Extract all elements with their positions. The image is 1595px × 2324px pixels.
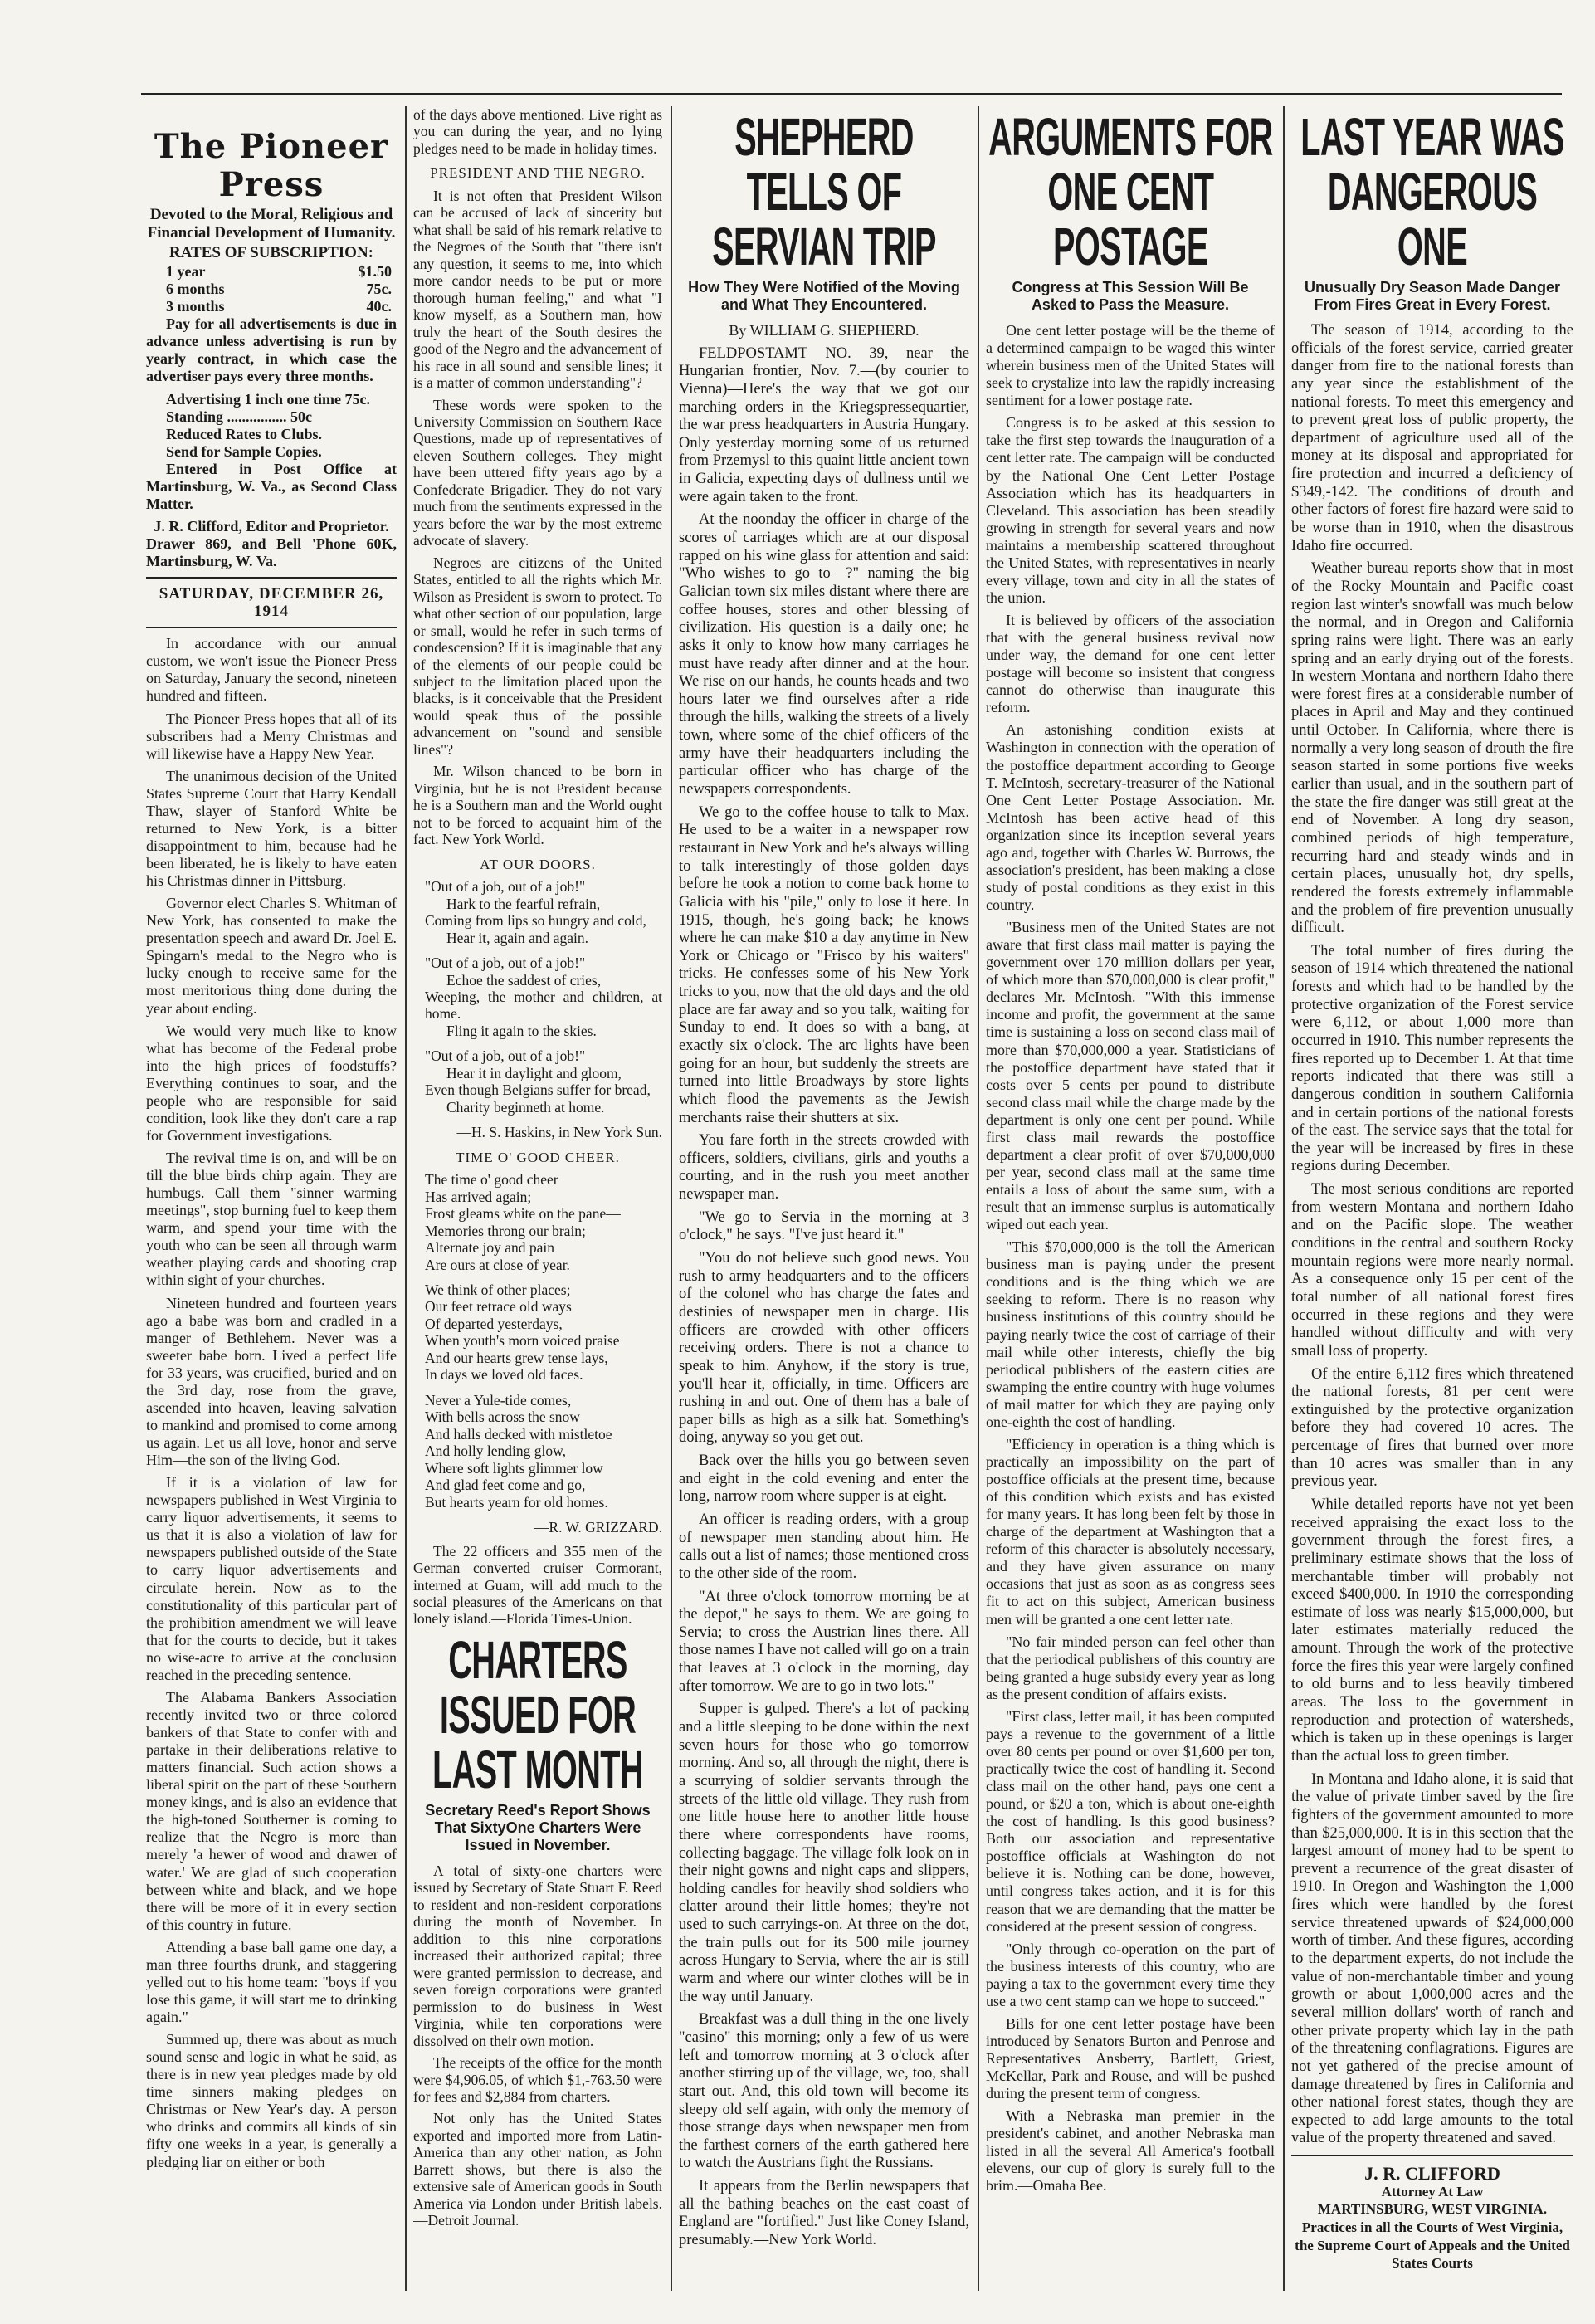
- column-servian-trip: [679, 106, 969, 2299]
- poem-line: Are ours at close of year.: [425, 1256, 570, 1273]
- poem-line: Where soft lights glimmer low: [425, 1459, 603, 1477]
- poem-line: And holly lending glow,: [425, 1443, 566, 1460]
- column-postage: [986, 106, 1275, 2299]
- editorial-paragraph: If it is a violation of law for newspapers published in West Virginia to carry liquor advertisements, it seems to us that it is also a violation of law for newspapers published outside of the State to carry liquor advertisements and circulate herein. Now as to the constitutionality of this particular part of the prohibition amendment we will leave that for the courts to decide, but it takes no wise-acre to arrive at the conclusion reached in the preceding sentence.: [146, 1474, 397, 1683]
- column-divider: [978, 106, 979, 2291]
- rate-term: 6 months: [166, 281, 225, 298]
- article-paragraph: One cent letter postage will be the theme of a determined campaign to be waged this winter wherein business men of the United States will seek to crystalize into law the rapidly increasing sentiment for a lower postage rate.: [986, 322, 1275, 409]
- shepherd-article: [679, 345, 969, 2250]
- article-paragraph: Mr. Wilson chanced to be born in Virginia, but he is not President because he is a Southern man and the World ought not to be forced to acquaint him of the fact. New York World.: [413, 763, 662, 848]
- poem-line: Hear it in daylight and gloom,: [446, 1064, 622, 1081]
- poem-line: Hark to the fearful refrain,: [446, 895, 601, 912]
- column-masthead: [146, 106, 397, 2299]
- poem-line: Hear it, again and again.: [446, 929, 589, 946]
- doors-heading: AT OUR DOORS.: [480, 856, 596, 872]
- poem-line: Even though Belgians suffer for bread,: [425, 1081, 651, 1099]
- shepherd-deck: How They Were Notified of the Moving and What They Encountered.: [688, 279, 960, 313]
- poem-line: Echoe the saddest of cries,: [446, 971, 602, 989]
- entered-note: Entered in Post Office at Martinsburg, W. Va., as Second Class Matter.: [146, 460, 397, 512]
- issue-date: SATURDAY, DECEMBER 26, 1914: [159, 585, 384, 621]
- article-paragraph: "First class, letter mail, it has been computed pays a revenue to the government of a little over 80 cents per pound or over $1,600 per ton, practically twice the cost of handling it. Second class mail on the other hand, pays one cent a pound, or $20 a ton, which is about one-eighth the cost of handling. Is this good business? Both our association and representative postoffice officials at Washington do not believe it is. Nothing can be done, however, until congress takes action, and it is for this reason that we are demanding that the matter be considered at the present session of congress.: [986, 1707, 1275, 1935]
- forest-deck: Unusually Dry Season Made Danger From Fires Great in Every Forest.: [1304, 279, 1561, 313]
- article-paragraph: The most serious conditions are reported from western Montana and northern Idaho and on the Pacific slope. The weather conditions in the central and southern Rocky mountain regions were more nearly normal. As a consequence only 15 per cent of the total number of all national forest fires occurred in these regions and they were handled without difficulty and with very small loss of property.: [1291, 1181, 1573, 1360]
- masthead-rule: [146, 577, 397, 579]
- article-paragraph: The receipts of the office for the month were $4,906.05, of which $1,-763.50 were for fees and $2,884 from charters.: [413, 2054, 662, 2105]
- negro-article: [413, 188, 662, 848]
- charters-headline: CHARTERS ISSUED FOR LAST MONTH: [432, 1629, 643, 1799]
- poem-line: Fling it again to the skies.: [446, 1022, 597, 1039]
- article-paragraph: "No fair minded person can feel other than that the periodical publishers of this country are being granted a huge subsidy every year as long as the present condition of affairs exists.: [986, 1633, 1275, 1702]
- rates-heading: RATES OF SUBSCRIPTION:: [169, 244, 373, 261]
- editorial-paragraph: Governor elect Charles S. Whitman of New York, has consented to make the presentation speech and award Dr. Joel E. Spingarn's medal to the Negro who is lucky enough to receive same for the most meritorious thing done during the year about ending.: [146, 895, 397, 1017]
- shepherd-byline: By WILLIAM G. SHEPHERD.: [729, 322, 919, 339]
- drawer-line: Drawer 869, and Bell 'Phone 60K, Martinsburg, W. Va.: [146, 535, 397, 570]
- rate-price: $1.50: [358, 263, 392, 281]
- column-forest-fires: [1291, 106, 1573, 2299]
- poem-line: "Out of a job, out of a job!": [425, 954, 586, 972]
- postage-article: [986, 322, 1275, 2195]
- cheer-heading: TIME O' GOOD CHEER.: [456, 1149, 620, 1165]
- poem-line: "Out of a job, out of a job!": [425, 1047, 586, 1065]
- poem-line: When youth's morn voiced praise: [425, 1332, 620, 1350]
- charters-article: [413, 1863, 662, 2229]
- poem-stanza: [413, 1047, 662, 1116]
- guam-item: The 22 officers and 355 men of the German converted cruiser Cormorant, interned at Guam, will add much to the social pleasures of the Americans on that lonely island.—Florida Times-Union.: [413, 1542, 662, 1628]
- poem-line: With bells across the snow: [425, 1409, 580, 1426]
- editorial-paragraph: The Alabama Bankers Association recently invited two or three colored bankers of that State to confer with and partake in their deliberations relative to matters financial. Such action shows a liberal spirit on the part of these Southern money kings, and is also an evidence that the high-toned Southerner is coming to realize that the Negro is more than merely 'a hewer of wood and drawer of water.' We are glad of such cooperation between white and black, and we hope there will be more of it in every section of this country in future.: [146, 1688, 397, 1933]
- article-paragraph: Of the entire 6,112 fires which threatened the national forests, 81 per cent were extinguished by the protective organization before they had covered 10 acres. The percentage of fires that burned over more than 10 acres was smaller than in any previous year.: [1291, 1365, 1573, 1491]
- article-paragraph: "You do not believe such good news. You rush to army headquarters and to the officers of the colonel who has charge the fates and destinies of newspaper men in charge. His officers are crowded with other officers receiving orders. There is not a chance to speak to him. Anyhow, if the story is true, you'll hear it, officially, in time. Officers are rushing in and out. One of them has a bale of paper bills as high as a silk hat. Something's doing, anyway so you get out.: [679, 1250, 969, 1447]
- continued-text: of the days above mentioned. Live right as you can during the year, and no lying pledges need to be made in holiday times.: [413, 106, 662, 157]
- article-paragraph: Weather bureau reports show that in most of the Rocky Mountain and Pacific coast region last winter's snowfall was much below the normal, and in Oregon and California spring rains were light. There was an early spring and an early drying out of the forests. In western Montana and northern Idaho there were forest fires at a considerable number of places in April and May and they continued until October. In California, where there is normally a very long season of drouth the fire season started in some portions five weeks earlier than usual, and in the southern part of the state the fire danger was still great at the end of November. A long dry season, combined periods of high temperature, recurring hard and steady winds and in certain places, unusually hot, dry spells, rendered the forests extremely inflammable and the problem of fire prevention unusually difficult.: [1291, 560, 1573, 937]
- poem-stanza: [413, 1392, 662, 1511]
- rate-row: [146, 263, 397, 281]
- poem-line: But hearts yearn for old homes.: [425, 1493, 608, 1511]
- editorial-paragraph: The unanimous decision of the United States Supreme Court that Harry Kendall Thaw, slayer of Stanford White be returned to New York, is a bitter disappointment to him, because had he been liberated, he is likely to have eaten his Christmas dinner in Pittsburg.: [146, 767, 397, 890]
- rate-term: 3 months: [166, 298, 225, 315]
- poem-line: Charity beginneth at home.: [446, 1098, 605, 1116]
- postage-headline: ARGUMENTS FOR ONE CENT POSTAGE: [988, 107, 1273, 276]
- article-paragraph: FELDPOSTAMT NO. 39, near the Hungarian frontier, Nov. 7.—(by courier to Vienna)—Here's the way that we got our marching orders in the Kriegspressequartier, the war press headquarters in Austria Hungary. Only yesterday morning some of us returned from Przemysl to this quaint little ancient town in Galicia, expecting days of dullness until we were again taken to the front.: [679, 344, 969, 505]
- column-divider: [1283, 106, 1285, 2291]
- editorial-paragraph: Summed up, there was about as much sound sense and logic in what he said, as there is in new year pledges made by old time sinners making pledges on Christmas or New Year's day. A person who drinks and commits all kinds of sin fifty one weeks in a year, is generally a pledging liar on either or both: [146, 2031, 397, 2170]
- doors-signature: —H. S. Haskins, in New York Sun.: [456, 1124, 662, 1141]
- attorney-card: [1291, 2165, 1573, 2273]
- column-divider: [405, 106, 407, 2291]
- article-paragraph: "At three o'clock tomorrow morning be at the depot," he says to them. We are going to Servia; to cross the Austrian lines there. All those names I have not called will go on a train that leaves at 3 o'clock in the morning, day after tomorrow. We are to go in two lots.": [679, 1588, 969, 1695]
- negro-heading: PRESIDENT AND THE NEGRO.: [430, 165, 646, 182]
- poem-line: Alternate joy and pain: [425, 1239, 554, 1257]
- article-paragraph: The season of 1914, according to the officials of the forest service, carried greater danger from fire to the national forests than any year since the establishment of the national forests. To meet this emergency and to prevent great loss of public property, the department of agriculture used all of the money at its disposal and appropriated for fire protection and incurred a deficiency of $349,-142. The conditions of drouth and other factors of forest fire hazard were said to be worse than in 1910, when the disastrous Idaho fire occurred.: [1291, 322, 1573, 554]
- article-paragraph: We go to the coffee house to talk to Max. He used to be a waiter in a newspaper row restaurant in New York and he's always willing to talk interestingly of those golden days before he took a notion to come back home to Galicia with his "pile," only to lose it here. In 1915, though, he's going back; he knows where he can make $10 a day anytime in New York or Chicago or "Frisco by his waiters" tricks. He confesses some of his New York tricks to you, now that the old days and the old place are far away and so you talk, waiting for Sunday to end. It does so with a bang, at exactly six o'clock. The arc lights have been going for an hour, but suddenly the streets are turned into little Broadways by store lights which flood the pavements as the Jewish merchants raise their shutters at six.: [679, 803, 969, 1126]
- poem-line: In days we loved old faces.: [425, 1366, 583, 1384]
- poem-line: Our feet retrace old ways: [425, 1298, 572, 1316]
- charters-deck: Secretary Reed's Report Shows That SixtyOne Charters Were Issued in November.: [425, 1801, 651, 1853]
- rate-price: 40c.: [366, 298, 392, 315]
- poem-line: We think of other places;: [425, 1282, 571, 1298]
- date-rule: [146, 627, 397, 628]
- poem-line: And glad feet come and go,: [425, 1477, 586, 1494]
- article-paragraph: It appears from the Berlin newspapers that all the bathing beaches on the east coast of England are "fortified." Just like Coney Island, presumably.—New York World.: [679, 2178, 969, 2248]
- cheer-signature: —R. W. GRIZZARD.: [534, 1519, 662, 1536]
- article-paragraph: These words were spoken to the University Commission on Southern Race Questions, made up of representatives of eleven Southern colleges. They might have been uttered fifty years ago by a Confederate Brigadier. They do not vary much from the sentiments expressed in the years before the war by the most extreme advocate of slavery.: [413, 396, 662, 549]
- cheer-poem: [413, 1171, 662, 1511]
- article-paragraph: In Montana and Idaho alone, it is said that the value of private timber saved by the fire fighters of the government amounted to more than $25,000,000. It is in this section that the largest amount of money had to be spent to prevent a recurrence of the great disaster of 1910. In Oregon and Washington the 1,000 fires which were handled by the forest service threatened upwards of $24,000,000 worth of timber. And these figures, according to the department experts, do not include the value of non-merchantable timber and young growth or about 1,000,000 acres and the several million dollars' worth of ranch and other private property which lay in the path of the threatening conflagrations. Figures are not yet gathered of the precise amount of damage threatened by fires in California and other national forest states, though they are expected to add large amounts to the total value of the property threatened and saved.: [1291, 1770, 1573, 2147]
- poem-line: Of departed yesterdays,: [425, 1315, 563, 1332]
- article-paragraph: An astonishing condition exists at Washington in connection with the operation of the postoffice department according to George T. McIntosh, secretary-treasurer of the National One Cent Letter Postage Association. Mr. McIntosh has been active head of this organization since its inception several years ago and, together with Charles W. Burrows, the association's president, has been making a close study of postal conditions as they exist in this country.: [986, 721, 1275, 913]
- article-paragraph: An officer is reading orders, with a group of newspaper men standing about him. He calls out a list of names; those mentioned cross to the other side of the room.: [679, 1511, 969, 1582]
- article-paragraph: "This $70,000,000 is the toll the American business man is paying under the present conditions and is the thing which we are seeking to reform. There is no reason why business institutions of this country should be paying nearly twice the cost of carriage of their mail while other interests, chiefly the big periodical publishers of the eastern cities are swamping the entire country with huge volumes of mail matter for which they are paying only one-eighth the cost of handling.: [986, 1238, 1275, 1430]
- editorial-paragraph: We would very much like to know what has become of the Federal probe into the high prices of foodstuffs? Everything continues to soar, and the people who are responsible for said condition, look like they don't care a rap for Government investigations.: [146, 1022, 397, 1144]
- article-paragraph: Supper is gulped. There's a lot of packing and a little sleeping to be done within the next seven hours for those who go tomorrow morning. And so, all through the night, there is a scurrying of soldier servants through the streets of the little old village. They rush from one little house here to another little house there where correspondents have rooms, collecting baggage. The village folk look on in their night gowns and night caps and slippers, holding candles for heavily shod soldiers who clatter around their little homes; they're not used to such carryings-on. At three on the dot, the train pulls out for its 500 mile journey across Hungary to Servia, where the air is still warm and where our winter clothes will be in the way until January.: [679, 1701, 969, 2005]
- rates-list: [146, 263, 397, 315]
- poem-stanza: [413, 1282, 662, 1384]
- column-editorials: [413, 106, 662, 2299]
- article-paragraph: Congress is to be asked at this session to take the first step towards the inauguration of a cent letter rate. The campaign will be conducted by the National One Cent Letter Postage Association which has its headquarters in Cleveland. This association has been steadily growing in strength for several years and now maintains a membership scattered throughout the United States, with representatives in nearly every village, town and city in all the states of the union.: [986, 414, 1275, 606]
- card-rule: [1291, 2155, 1573, 2156]
- forest-article: [1291, 322, 1573, 2148]
- poem-line: And our hearts grew tense lays,: [425, 1349, 608, 1366]
- editorial-paragraph: The Pioneer Press hopes that all of its subscribers had a Merry Christmas and will likewise have a Happy New Year.: [146, 710, 397, 762]
- editor-line: J. R. Clifford, Editor and Proprietor.: [154, 517, 389, 535]
- article-paragraph: "Only through co-operation on the part of the business interests of this country, who are paying a tax to the government every time they use a two cent stamp can we hope to succeed.": [986, 1940, 1275, 2009]
- article-paragraph: At the noonday the officer in charge of the scores of carriages which are at our disposal rapped on his wine glass for attention and said: "Who wishes to go to—?" naming the big Galician town six miles distant where there are coffee houses, stores and other blessing of civilization. His question is a daily one; he asks it only to know how many carriages he must have ready after dinner and at the hour. We rise on our hands, he counts heads and two hours later we find ourselves after a ride through the hills, walking the streets of a lively town, where some of the chief officers of the army have their headquarters including the particular officer who has charge of the newspapers correspondents.: [679, 511, 969, 798]
- rate-row: [146, 281, 397, 298]
- poem-line: Weeping, the mother and children, at home.: [425, 988, 662, 1023]
- advertising-rate: Advertising 1 inch one time 75c.: [166, 390, 370, 408]
- standing-rate: Standing ................ 50c: [166, 408, 313, 425]
- article-paragraph: While detailed reports have not yet been received appraising the exact loss to the government through the forest fires, a preliminary estimate shows that the loss of merchantable timber will probably not exceed $400,000. In 1910 the corresponding estimate of loss was nearly $15,000,000, but later estimates materially reduced the amount. Through the work of the protective force the fires this year were largely confined to old burns and to less heavily timbered areas. The loss to the government in reproduction and protection of watersheds, which is taken up in these openings is larger than the actual loss to green timber.: [1291, 1496, 1573, 1765]
- rate-row: [146, 298, 397, 315]
- masthead-title: The Pioneer Press: [154, 127, 389, 204]
- editorial-paragraph: Nineteen hundred and fourteen years ago a babe was born and cradled in a manger of Bethlehem. Never was a sweeter babe born. Lived a perfect life for 33 years, was crucified, buried and on the 3rd day, rose from the grave, ascended into heaven, leaving salvation to mankind and promised to come among us again. Let us all love, honor and serve Him—the son of the living God.: [146, 1294, 397, 1469]
- poem-stanza: [413, 1171, 662, 1273]
- attorney-title: Attorney At Law: [1381, 2183, 1484, 2200]
- forest-headline: LAST YEAR WAS DANGEROUS ONE: [1300, 107, 1564, 276]
- article-paragraph: It is not often that President Wilson can be accused of lack of sincerity but what shall be said of his remark relative to the Negroes of the South that "there isn't any question, it seems to me, into which more candor needs to be put or more thorough human feeling," and what "I know myself, as a Southern man, how truly the heart of the South desires the good of the Negro and the advancement of his race in all sound and sensible lines; it is a matter of common understanding"?: [413, 187, 662, 392]
- editorial-items: [146, 635, 397, 2170]
- rate-price: 75c.: [366, 281, 392, 298]
- poem-line: Has arrived again;: [425, 1188, 532, 1205]
- article-paragraph: "Business men of the United States are not aware that first class mail matter is paying the government over 170 million dollars per year, of which more than $70,000,000 is clear profit," declares Mr. McIntosh. "With this immense income and profit, the government at the same time is sustaining a loss on second class mail of more than $70,000,000 a year. Statisticians of the postoffice department have stated that it costs over 5 cents per pound to distribute second class mail while the charge made by the department is only one cent per pound. While first class mail rewards the postoffice department a clear profit of over $70,000,000 per year, second class mail at the same time entails a loss of about the same sum, with a result that an immense surplus is automatically wiped out each year.: [986, 919, 1275, 1233]
- poem-line: And halls decked with mistletoe: [425, 1425, 612, 1443]
- top-rule: [141, 93, 1562, 95]
- article-paragraph: Breakfast was a dull thing in the one lively "casino" this morning; only a few of us were left and tomorrow morning at 3 o'clock after another stirring up of the village, we, too, shall start out. And, this old town will become its sleepy old self again, with only the memory of those strange days when newspaper men from the farthest corners of the earth gathered here to watch the Austrians fight the Russians.: [679, 2011, 969, 2172]
- attorney-practice: Practices in all the Courts of West Virginia, the Supreme Court of Appeals and the United States Courts: [1295, 2219, 1570, 2272]
- sample-copies: Send for Sample Copies.: [166, 442, 322, 460]
- attorney-name: J. R. CLIFFORD: [1364, 2163, 1500, 2185]
- poem-line: "Out of a job, out of a job!": [425, 878, 586, 896]
- article-paragraph: A total of sixty-one charters were issued by Secretary of State Stuart F. Reed to resident and non-resident corporations during the month of November. In addition to this nine corporations increased their authorized capital; three were granted permission to decrease, and seven foreign corporations were granted permission to do business in West Virginia, while ten corporations were dissolved on their own motion.: [413, 1862, 662, 2049]
- reduced-rates: Reduced Rates to Clubs.: [166, 425, 323, 442]
- article-paragraph: Negroes are citizens of the United States, entitled to all the rights which Mr. Wilson as President is sworn to protect. To what other section of our population, large or small, would he refer in such terms of condescension? If it is imaginable that any of the elements of our people could be subject to the limitation placed upon the blacks, is it conceivable that the President would speak thus of the possible advancement on "sound and sensible lines"?: [413, 554, 662, 758]
- column-divider: [671, 106, 672, 2291]
- article-paragraph: "We go to Servia in the morning at 3 o'clock," he says. "I've just heard it.": [679, 1208, 969, 1244]
- poem-line: The time o' good cheer: [425, 1171, 558, 1189]
- doors-poem: [413, 878, 662, 1116]
- article-paragraph: Bills for one cent letter postage have been introduced by Senators Burton and Penrose and Representatives Ansberry, Bartlett, Griest, McKellar, Park and Rouse, and will be pushed during the present term of congress.: [986, 2014, 1275, 2102]
- article-paragraph: With a Nebraska man premier in the president's cabinet, and another Nebraska man listed in all the several All America's football elevens, our cup of glory is surely full to the brim.—Omaha Bee.: [986, 2107, 1275, 2195]
- article-paragraph: Back over the hills you go between seven and eight in the cold evening and enter the long, narrow room where supper is at eight.: [679, 1452, 969, 1506]
- attorney-city: MARTINSBURG, WEST VIRGINIA.: [1317, 2201, 1548, 2218]
- editorial-paragraph: Attending a base ball game one day, a man three fourths drunk, and staggering yelled out to his home team: "boys if you lose this game, it will start me to drinking again.": [146, 1938, 397, 2025]
- shepherd-headline: SHEPHERD TELLS OF SERVIAN TRIP: [712, 107, 936, 276]
- poem-line: Never a Yule-tide comes,: [425, 1391, 572, 1409]
- article-paragraph: It is believed by officers of the association that with the general business revival now under way, the demand for one cent letter postage will become so insistent that congress cannot do otherwise than inaugurate this reform.: [986, 612, 1275, 716]
- postage-deck: Congress at This Session Will Be Asked to Pass the Measure.: [1012, 279, 1249, 313]
- payment-terms: Pay for all advertisements is due in advance unless advertising is run by yearly contract, in which case the advertiser pays every three months.: [146, 315, 397, 385]
- article-paragraph: Not only has the United States exported and imported more from Latin-America than any other nation, as John Barrett shows, but there is also the extensive sale of American goods in South America via London under British labels.—Detroit Journal.: [413, 2110, 662, 2229]
- poem-stanza: [413, 878, 662, 946]
- poem-stanza: [413, 954, 662, 1039]
- article-paragraph: "Efficiency in operation is a thing which is practically an impossibility on the part of postoffice officials at the present time, because of this condition which exists and has existed for many years. It has long been felt by those in charge of the department at Washington that a reform of this character is absolutely necessary, and they have given assurance on many occasions that just as soon as as congress sees fit to act on this subject, American business men will be granted a one cent letter rate.: [986, 1435, 1275, 1628]
- article-paragraph: The total number of fires during the season of 1914 which threatened the national forests and which had to be handled by the protective organization of the Forest service were 6,112, or about 1,000 more than occurred in 1910. This number represents the fires reported up to December 1. At that time reports indicated that there was still a dangerous condition in southern California and in certain portions of the national forests of the east. The service says that the total for the year will be increased by fires in these regions during December.: [1291, 942, 1573, 1175]
- masthead-motto: Devoted to the Moral, Religious and Financial Development of Humanity.: [147, 206, 396, 242]
- article-paragraph: You fare forth in the streets crowded with officers, soldiers, civilians, girls and youths a courting, and in the rush you meet another newspaper man.: [679, 1132, 969, 1204]
- poem-line: Coming from lips so hungry and cold,: [425, 912, 646, 930]
- poem-line: Memories throng our brain;: [425, 1222, 586, 1239]
- editorial-paragraph: The revival time is on, and will be on till the blue birds chirp again. They are humbugs. Call them "sinner warming meetings", stop burning fuel to keep them warm, and spend your time with the youth who can be seen all through warm weather playing cards and shooting crap within sight of your churches.: [146, 1150, 397, 1289]
- poem-line: Frost gleams white on the pane—: [425, 1205, 621, 1223]
- rate-term: 1 year: [166, 263, 206, 281]
- editorial-paragraph: In accordance with our annual custom, we won't issue the Pioneer Press on Saturday, January the second, nineteen hundred and fifteen.: [146, 635, 397, 705]
